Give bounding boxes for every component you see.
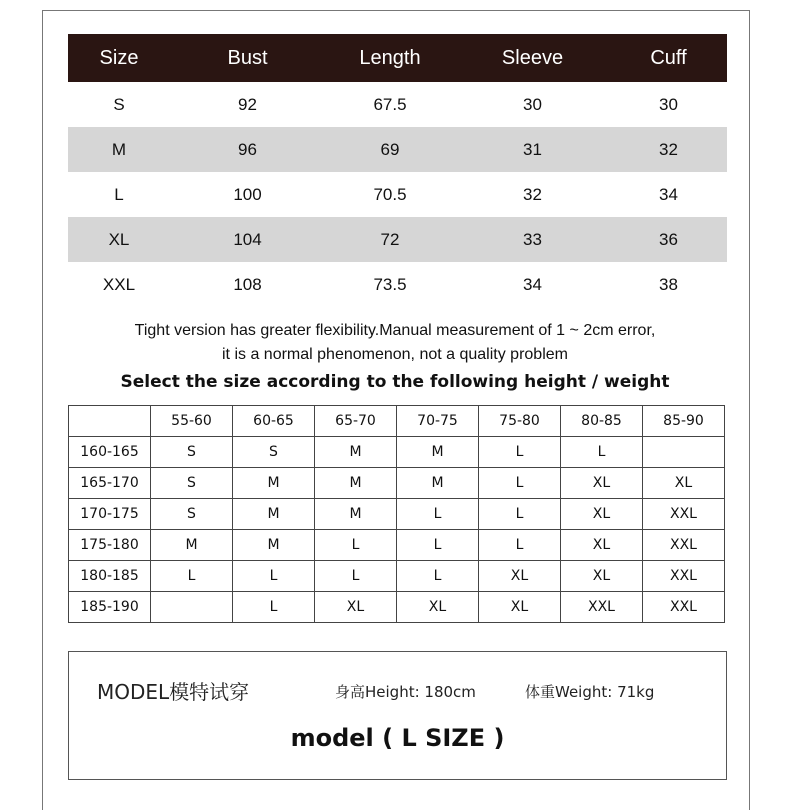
cell: 96 <box>238 139 257 159</box>
height-header-cell: 160-165 <box>69 437 151 468</box>
weight-header-cell: 75-80 <box>479 406 561 437</box>
height-weight-heading: Select the size according to the following height / weight <box>120 372 670 392</box>
cell: 104 <box>233 229 262 249</box>
size-cell: XL <box>479 561 561 592</box>
size-cell: L <box>315 561 397 592</box>
model-info-box <box>68 651 727 780</box>
size-table-header <box>68 34 727 82</box>
size-cell: XXL <box>643 499 725 530</box>
size-cell: XL <box>315 592 397 623</box>
size-cell: XXL <box>643 592 725 623</box>
header-bust: Bust <box>227 46 268 69</box>
cell: 69 <box>380 139 400 159</box>
table-row <box>68 172 727 217</box>
header-length: Length <box>359 46 421 69</box>
size-cell: L <box>233 561 315 592</box>
table-row <box>69 437 725 468</box>
weight-header-cell: 60-65 <box>233 406 315 437</box>
size-cell: XL <box>479 592 561 623</box>
cell: 72 <box>380 229 400 249</box>
cell: L <box>114 184 124 204</box>
height-header-cell: 175-180 <box>69 530 151 561</box>
size-cell: S <box>151 468 233 499</box>
cell: 38 <box>659 274 678 294</box>
size-cell: L <box>479 468 561 499</box>
cell: 100 <box>233 184 262 204</box>
size-cell: M <box>315 499 397 530</box>
model-label: MODEL模特试穿 <box>97 680 250 704</box>
table-row <box>69 561 725 592</box>
size-cell: M <box>397 437 479 468</box>
size-cell: M <box>151 530 233 561</box>
size-cell: L <box>397 561 479 592</box>
size-cell: S <box>151 499 233 530</box>
table-row <box>69 530 725 561</box>
size-cell: L <box>479 499 561 530</box>
size-cell: L <box>479 437 561 468</box>
weight-header-cell: 85-90 <box>643 406 725 437</box>
cell: 34 <box>659 184 678 204</box>
size-cell: L <box>315 530 397 561</box>
cell: 32 <box>659 139 678 159</box>
size-cell: XL <box>561 499 643 530</box>
cell: 73.5 <box>373 274 407 294</box>
header-sleeve: Sleeve <box>501 46 564 69</box>
table-row <box>69 592 725 623</box>
size-cell: L <box>233 592 315 623</box>
cell: XL <box>108 229 130 249</box>
measurement-note-continued: it is a normal phenomenon, not a quality problem <box>222 346 568 363</box>
size-cell: XL <box>561 561 643 592</box>
size-cell: XL <box>397 592 479 623</box>
table-row <box>69 468 725 499</box>
size-cell: M <box>233 530 315 561</box>
cell: 30 <box>523 94 542 114</box>
size-table <box>68 34 727 307</box>
weight-header-cell: 80-85 <box>561 406 643 437</box>
height-weight-table <box>68 405 725 623</box>
size-cell: XXL <box>561 592 643 623</box>
size-cell: M <box>233 499 315 530</box>
size-cell: L <box>397 530 479 561</box>
size-cell: L <box>397 499 479 530</box>
cell: 30 <box>659 94 678 114</box>
corner-cell <box>69 406 151 437</box>
size-cell: XL <box>643 468 725 499</box>
cell: 32 <box>523 184 542 204</box>
table-row <box>68 262 727 307</box>
height-header-cell: 180-185 <box>69 561 151 592</box>
cell: 31 <box>523 139 542 159</box>
cell: 67.5 <box>373 94 407 114</box>
cell: 34 <box>523 274 542 294</box>
size-cell: L <box>151 561 233 592</box>
size-cell <box>151 592 233 623</box>
measurement-note: Tight version has greater flexibility.Manual measurement of 1 ~ 2cm error, <box>134 322 656 339</box>
header-cuff: Cuff <box>650 46 687 69</box>
height-header-cell: 185-190 <box>69 592 151 623</box>
size-cell: S <box>233 437 315 468</box>
model-weight: 体重Weight: 71kg <box>525 683 655 701</box>
size-cell: XL <box>561 530 643 561</box>
size-cell: L <box>479 530 561 561</box>
height-header-cell: 170-175 <box>69 499 151 530</box>
size-cell <box>643 437 725 468</box>
model-height: 身高Height: 180cm <box>335 683 476 701</box>
size-cell: M <box>397 468 479 499</box>
weight-header-cell: 65-70 <box>315 406 397 437</box>
cell: XXL <box>102 274 136 294</box>
size-cell: M <box>315 468 397 499</box>
size-cell: L <box>561 437 643 468</box>
cell: M <box>111 139 127 159</box>
cell: 108 <box>233 274 262 294</box>
cell: 36 <box>659 229 678 249</box>
size-cell: XXL <box>643 561 725 592</box>
table-row <box>68 127 727 172</box>
table-row <box>68 82 727 127</box>
cell: 70.5 <box>373 184 407 204</box>
size-cell: S <box>151 437 233 468</box>
weight-header-row <box>69 406 725 437</box>
cell: 33 <box>523 229 542 249</box>
weight-header-cell: 55-60 <box>151 406 233 437</box>
height-header-cell: 165-170 <box>69 468 151 499</box>
size-cell: M <box>315 437 397 468</box>
cell: 92 <box>238 94 257 114</box>
table-row <box>68 217 727 262</box>
size-cell: XL <box>561 468 643 499</box>
weight-header-cell: 70-75 <box>397 406 479 437</box>
header-size: Size <box>99 46 139 69</box>
size-cell: XXL <box>643 530 725 561</box>
cell: S <box>113 94 125 114</box>
table-row <box>69 499 725 530</box>
model-size: model ( L SIZE ) <box>290 724 505 752</box>
size-cell: M <box>233 468 315 499</box>
